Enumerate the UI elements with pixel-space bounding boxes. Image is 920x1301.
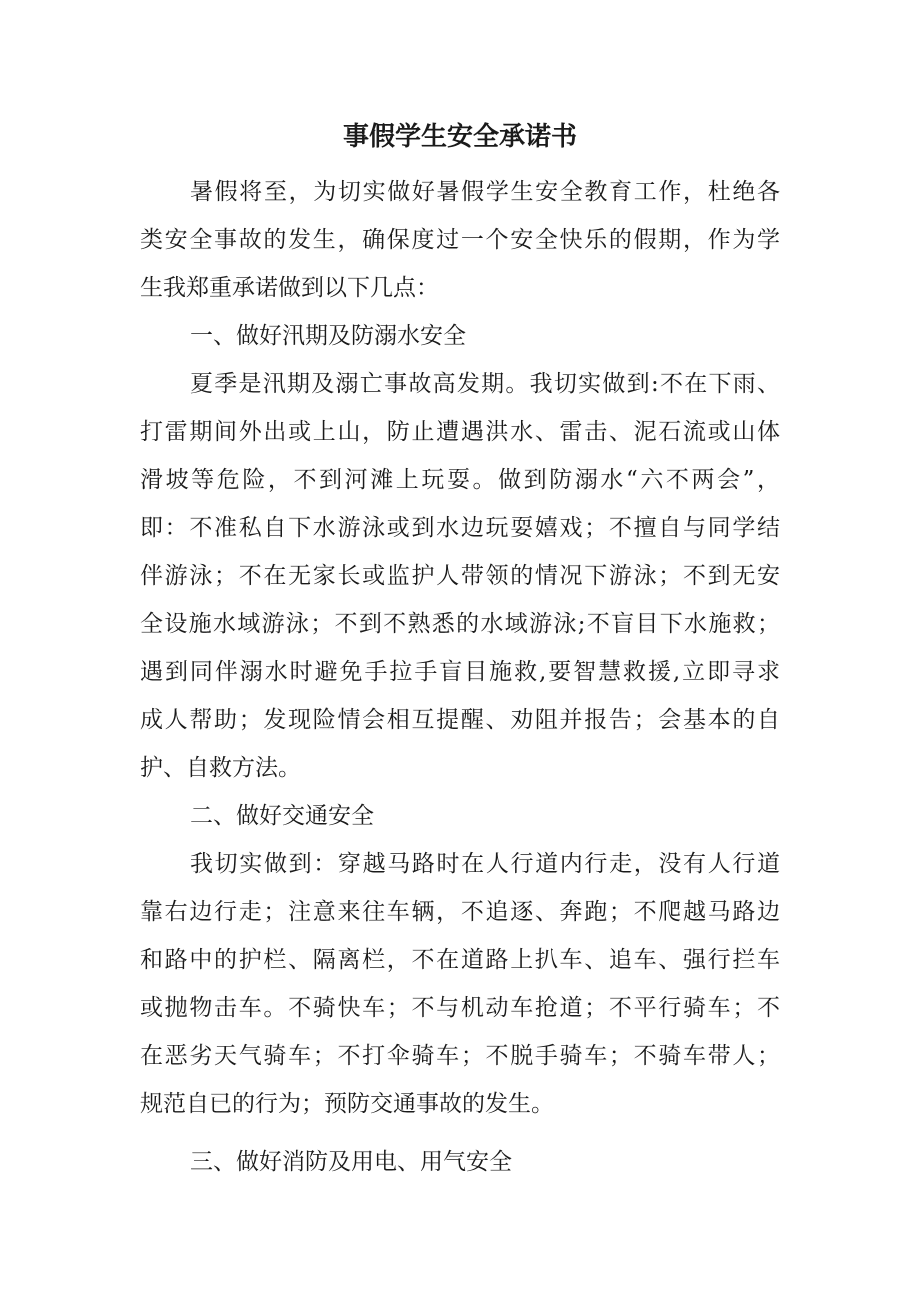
text-line: 夏季是汛期及溺亡事故高发期。我切实做到:不在下雨、 bbox=[190, 371, 780, 397]
section-paragraph-traffic bbox=[140, 840, 780, 1128]
text-line: 和路中的护栏、隔离栏，不在道路上扒车、追车、强行拦车 bbox=[140, 947, 780, 973]
section-heading-flood-drowning: 一、做好汛期及防溺水安全 bbox=[190, 323, 466, 349]
text-line: 规范自已的行为；预防交通事故的发生。 bbox=[140, 1091, 554, 1117]
text-line: 伴游泳；不在无家长或监护人带领的情况下游泳；不到无安 bbox=[140, 563, 780, 589]
text-line: 或抛物击车。不骑快车；不与机动车抢道；不平行骑车；不 bbox=[140, 995, 780, 1021]
text-line: 我切实做到：穿越马路时在人行道内行走，没有人行道 bbox=[190, 851, 780, 877]
document-title: 事假学生安全承诺书 bbox=[342, 122, 577, 152]
intro-paragraph bbox=[140, 168, 780, 312]
text-line: 生我郑重承诺做到以下几点： bbox=[140, 275, 439, 301]
text-line: 类安全事故的发生，确保度过一个安全快乐的假期，作为学 bbox=[140, 227, 780, 253]
text-line: 在恶劣天气骑车；不打伞骑车；不脱手骑车；不骑车带人； bbox=[140, 1043, 780, 1069]
text-line: 打雷期间外出或上山，防止遭遇洪水、雷击、泥石流或山体 bbox=[140, 419, 780, 445]
section-heading-fire-electric-gas: 三、做好消防及用电、用气安全 bbox=[190, 1149, 512, 1175]
section-heading-traffic: 二、做好交通安全 bbox=[190, 803, 374, 829]
text-line: 暑假将至，为切实做好暑假学生安全教育工作，杜绝各 bbox=[190, 179, 780, 205]
text-line: 全设施水域游泳；不到不熟悉的水域游泳;不盲目下水施救； bbox=[140, 611, 780, 637]
text-line: 即：不准私自下水游泳或到水边玩耍嬉戏；不擅自与同学结 bbox=[140, 515, 780, 541]
text-line: 遇到同伴溺水时避免手拉手盲目施救,要智慧救援,立即寻求 bbox=[140, 659, 780, 685]
document-body bbox=[140, 168, 780, 1186]
text-line: 成人帮助；发现险情会相互提醒、劝阻并报告；会基本的自 bbox=[140, 707, 780, 733]
text-line: 靠右边行走；注意来往车辆，不追逐、奔跑；不爬越马路边 bbox=[140, 899, 780, 925]
section-paragraph-flood-drowning bbox=[140, 360, 780, 792]
text-line: 护、自救方法。 bbox=[140, 755, 301, 781]
text-line: 滑坡等危险，不到河滩上玩耍。做到防溺水“六不两会”， bbox=[140, 467, 780, 493]
